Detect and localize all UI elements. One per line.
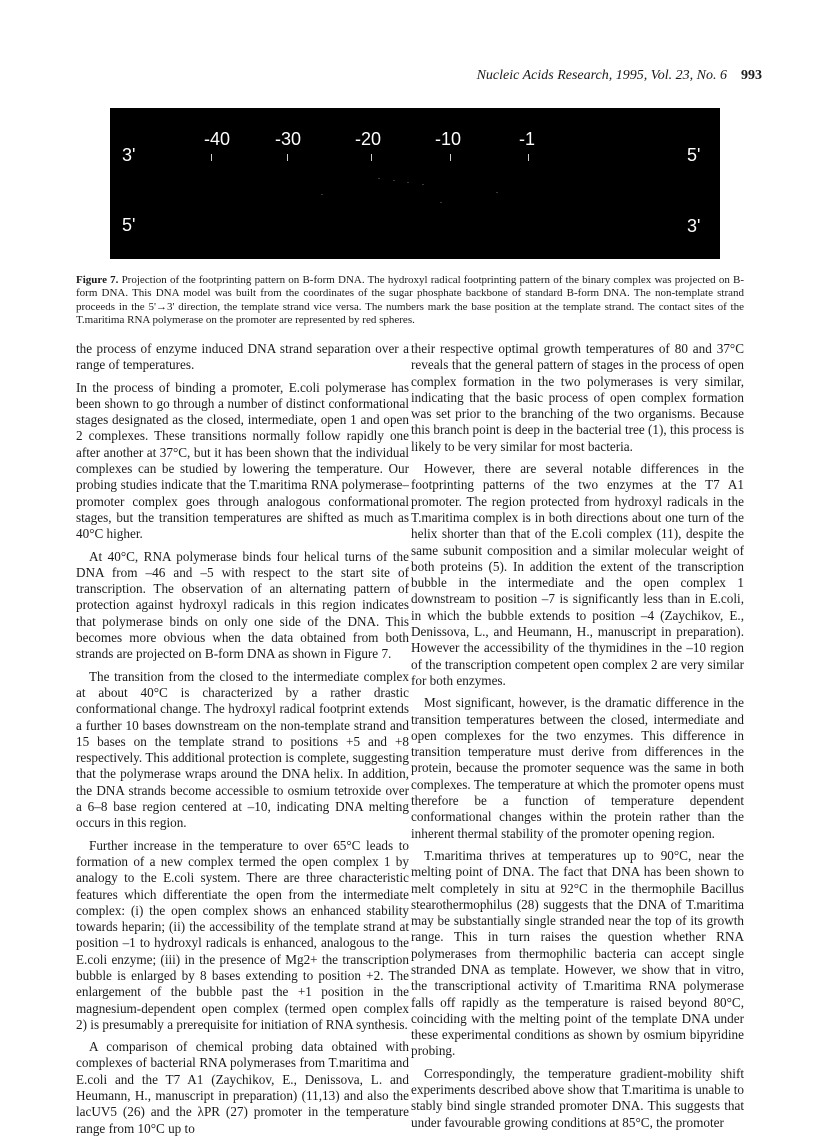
paragraph: In the process of binding a promoter, E.coli polymerase has been shown to go through a number of distinct conformational stages designated as the closed, intermediate, open 1 and open 2 complexes. These transitions normally follow rapidly one after another at 37°C, but it has been shown that the individual complexes can be studied by lowering the temperature. Our probing studies indicate that the T.maritima RNA polymerase–promoter complex goes through analogous conformational stages, but the transition temperatures are shifted as much as 40°C higher.	[76, 379, 409, 542]
running-head	[0, 68, 762, 84]
paragraph: At 40°C, RNA polymerase binds four helical turns of the DNA from –46 and –5 with respect to the start site of transcription. The observation of an alternating pattern of protection against hydroxyl radicals in this region indicates that polymerase binds on only one side of the DNA. This becomes more obvious when the data obtained from both strands are projected on B-form DNA as shown in Figure 7.	[76, 548, 409, 662]
paragraph: Correspondingly, the temperature gradient-mobility shift experiments described above show that T.maritima is unable to stably bind single stranded promoter DNA. This suggests that under favourable growing conditions at 85°C, the promoter	[411, 1065, 744, 1130]
paragraph: Further increase in the temperature to over 65°C leads to formation of a new complex termed the open complex 1 by analogy to the E.coli system. There are three characteristic features which differentiate the open from the intermediate complex: (i) the open complex shows an enhanced stability towards heparin; (ii) the accessibility of the template strand at position –1 to hydroxyl radicals is enhanced, analogous to the E.coli enzyme; (iii) in the presence of Mg2+ the transcription bubble is enlarged by 8 bases extending to position +2. The enlargement of the bubble past the +1 position in the magnesium-dependent open complex (termed open complex 2) is presumably a prerequisite for initiation of RNA synthesis.	[76, 837, 409, 1032]
page-number: 993	[741, 68, 762, 83]
paragraph: T.maritima thrives at temperatures up to 90°C, near the melting point of DNA. The fact that DNA has been shown to melt completely in situ at 92°C in the thermophile Bacillus stearothermophilus (28) suggests that the DNA of T.maritima may be substantially single stranded near the top of its growth range. This in turn raises the question whether RNA polymerases from thermophilic bacteria can accept single stranded DNA as template. However, we show that in vitro, the transcriptional activity of T.maritima RNA polymerase falls off rapidly as the temperature is raised beyond 80°C, coinciding with the melting point of the template DNA under these experimental conditions as shown by osmium bipyridine probing.	[411, 847, 744, 1059]
figure-caption	[76, 274, 744, 327]
dna-backbone-speck	[422, 184, 424, 185]
position-tick	[528, 154, 529, 161]
strand-label-bottom-right: 3'	[687, 216, 701, 236]
paragraph: The transition from the closed to the intermediate complex at about 40°C is characterized by a rather drastic conformational change. The hydroxyl radical footprint extends a further 10 bases downstream on the non-template strand and 15 bases on the template strand to positions +5 and +8 respectively. This additional protection is complete, suggesting that the polymerase wraps around the DNA helix. In addition, the DNA strands become accessible to osmium tetroxide over a 6–8 base region centered at –10, indicating DNA melting occurs in this region.	[76, 668, 409, 831]
position-tick	[211, 154, 212, 161]
journal-citation: Nucleic Acids Research, 1995, Vol. 23, No. 6	[476, 68, 727, 83]
dna-backbone-speck	[496, 192, 498, 193]
paragraph: A comparison of chemical probing data obtained with complexes of bacterial RNA polymerases from T.maritima and E.coli and the T7 A1 (Zaychikov, E., Denissova, L. and Heumann, H., manuscript in preparation) (11,13) and also the lacUV5 (26) and the λPR (27) promoter in the temperature range from 10°C up to	[76, 1039, 409, 1136]
strand-label-bottom-left: 5'	[122, 215, 136, 235]
position-label-minus-1: -1	[519, 129, 536, 149]
paragraph: the process of enzyme induced DNA strand separation over a range of temperatures.	[76, 341, 409, 373]
dna-backbone-speck	[393, 180, 395, 181]
paragraph: Most significant, however, is the dramatic difference in the transition temperatures between the closed, intermediate and open complexes for the two enzymes. This difference in transition temperature must derive from differences in the protein, because the promoter sequence was the same in both complexes. The temperature at which the promoter opens must therefore be a function of temperature dependent conformational changes within the protein rather than the inherent thermal stability of the promoter opening region.	[411, 695, 744, 841]
paragraph: their respective optimal growth temperatures of 80 and 37°C reveals that the general pattern of stages in the process of open complex formation in the two polymerases is very similar, indicating that the basic process of open complex formation was set prior to the branching of the two organisms. Because this branch point is deep in the bacterial tree (1), this process is likely to be very similar for most bacteria.	[411, 341, 744, 454]
left-column	[76, 341, 409, 1143]
position-label-minus-20: -20	[355, 129, 382, 149]
position-tick	[371, 154, 372, 161]
caption-text: Projection of the footprinting pattern on B-form DNA. The hydroxyl radical footprinting pattern of the binary complex was projected on B-form DNA. This DNA model was built from the coordinates of the sugar phosphate backbone of standard B-form DNA. The non-template strand proceeds in the 5'→3' direction, the template strand vice versa. The numbers mark the base position at the template strand. The contact sites of the T.maritima RNA polymerase on the promoter are represented by red spheres.	[76, 274, 745, 326]
strand-label-top-left: 3'	[122, 145, 136, 165]
paragraph: However, there are several notable differences in the footprinting patterns of the two enzymes at the T7 A1 promoter. The region protected from hydroxyl radicals in the T.maritima complex is in both directions about one turn of the helix shorter than that of the E.coli complex (11), despite the same subunit composition and a similar molecular weight of both proteins (5). In addition the extent of the transcription bubble in the intermediate and the open complex 1 downstream to position –7 is significantly less than in E.coli, in which the bubble extends to position –4 (Zaychikov, E., Denissova, L., and Heumann, H., manuscript in preparation). However the accessibility of the thymidines in the –10 region of the transcription competent open complex 2 are very similar for both enzymes.	[411, 461, 744, 688]
dna-backbone-speck	[378, 178, 380, 179]
dna-backbone-speck	[440, 202, 442, 203]
position-label-minus-40: -40	[204, 129, 231, 149]
position-tick	[287, 154, 288, 161]
caption-label: Figure 7.	[76, 274, 119, 286]
dna-backbone-speck	[321, 194, 323, 195]
right-column	[411, 341, 744, 1137]
position-tick	[450, 154, 451, 161]
dna-backbone-speck	[407, 182, 409, 183]
figure-7-dna-projection	[110, 108, 720, 259]
position-label-minus-30: -30	[275, 129, 302, 149]
position-label-minus-10: -10	[435, 129, 462, 149]
strand-label-top-right: 5'	[687, 145, 701, 165]
